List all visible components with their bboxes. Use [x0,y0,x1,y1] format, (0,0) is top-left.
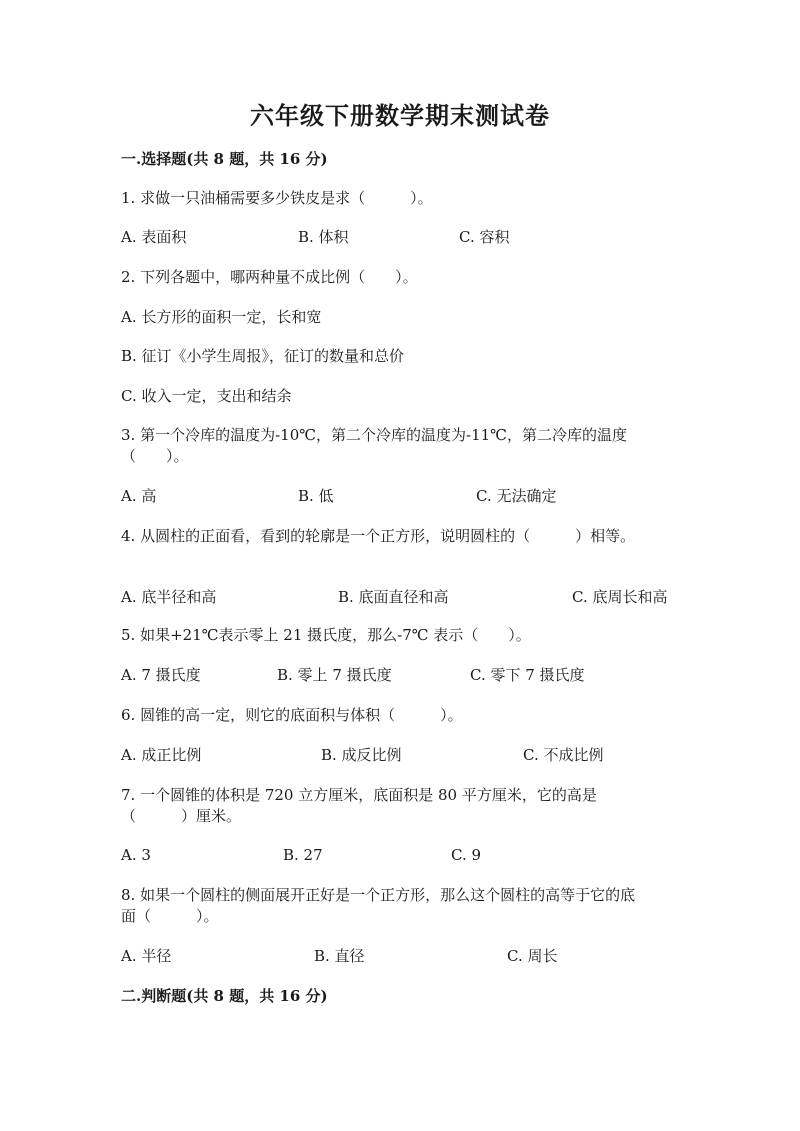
question-7-line-2: （ ）厘米。 [121,807,242,825]
q5-option-c: C. 零下 7 摄氏度 [470,666,585,684]
q3-option-a: A. 高 [121,487,157,505]
question-7-line-1: 7. 一个圆锥的体积是 720 立方厘米，底面积是 80 平方厘米，它的高是 [121,786,597,804]
section-heading-true-false: 二.判断题(共 8 题，共 16 分) [121,987,328,1005]
question-6: 6. 圆锥的高一定，则它的底面积与体积（ ）。 [121,706,463,724]
q8-option-b: B. 直径 [314,947,365,965]
q1-option-b: B. 体积 [298,228,349,246]
q7-option-c: C. 9 [451,846,482,864]
section-heading-choice: 一.选择题(共 8 题，共 16 分) [121,150,328,168]
q2-option-b: B. 征订《小学生周报》，征订的数量和总价 [121,347,405,365]
q1-option-a: A. 表面积 [121,228,187,246]
q4-option-c: C. 底周长和高 [572,588,668,606]
question-5: 5. 如果+21℃表示零上 21 摄氏度，那么-7℃ 表示（ ）。 [121,626,531,644]
question-8-line-1: 8. 如果一个圆柱的侧面展开正好是一个正方形，那么这个圆柱的高等于它的底 [121,886,636,904]
q3-option-b: B. 低 [298,487,334,505]
q6-option-a: A. 成正比例 [121,746,202,764]
q3-option-c: C. 无法确定 [476,487,557,505]
q5-option-a: A. 7 摄氏度 [121,666,201,684]
q2-option-a: A. 长方形的面积一定，长和宽 [121,308,322,326]
q5-option-b: B. 零上 7 摄氏度 [277,666,392,684]
page-title: 六年级下册数学期末测试卷 [250,101,550,130]
question-3-line-2: （ ）。 [121,447,189,465]
q4-option-b: B. 底面直径和高 [338,588,449,606]
q4-option-a: A. 底半径和高 [121,588,217,606]
question-8-line-2: 面（ ）。 [121,907,219,925]
q8-option-c: C. 周长 [507,947,558,965]
question-1: 1. 求做一只油桶需要多少铁皮是求（ ）。 [121,189,433,207]
q8-option-a: A. 半径 [121,947,172,965]
q6-option-c: C. 不成比例 [523,746,604,764]
q2-option-c: C. 收入一定，支出和结余 [121,387,292,405]
q1-option-c: C. 容积 [459,228,510,246]
q7-option-a: A. 3 [121,846,151,864]
question-2: 2. 下列各题中，哪两种量不成比例（ ）。 [121,268,418,286]
question-4: 4. 从圆柱的正面看，看到的轮廓是一个正方形，说明圆柱的（ ）相等。 [121,527,636,545]
q7-option-b: B. 27 [283,846,323,864]
question-3-line-1: 3. 第一个冷库的温度为-10℃，第二个冷库的温度为-11℃，第二冷库的温度 [121,426,627,444]
q6-option-b: B. 成反比例 [321,746,402,764]
